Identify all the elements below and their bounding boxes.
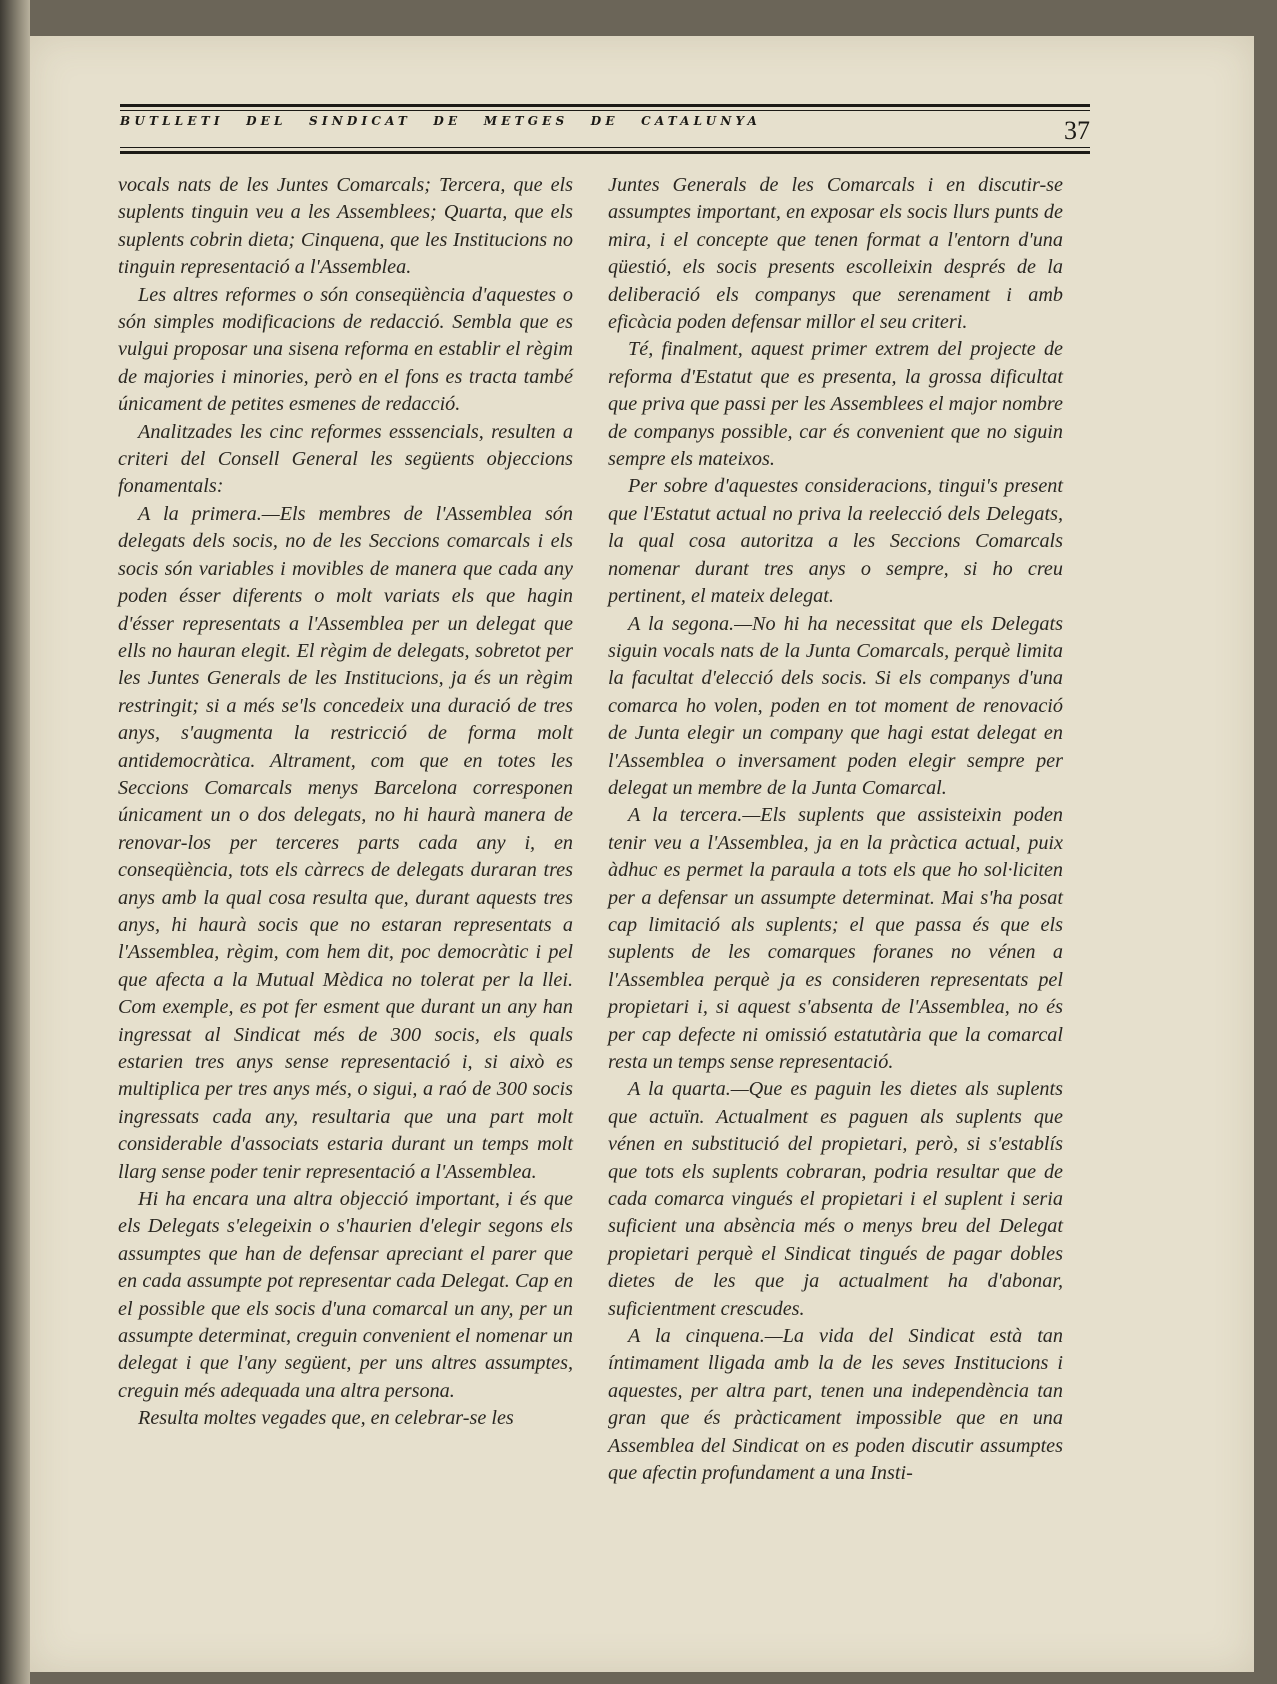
paragraph: A la cinquena.—La vida del Sindicat està tan íntimament lligada amb la de les seves Institucions i aquestes, per altra part, tenen una independència tan gran que és pràcticament impossible que en una Assemblea del Sindicat on es poden discutir assumptes que afectin profundament a una Insti-: [608, 1325, 1063, 1485]
paragraph: Juntes Generals de les Comarcals i en discutir-se assumptes important, en exposar els socis llurs punts de mira, i el concepte que tenen format a l'entorn d'una qüestió, els socis presents escolleixin després de la deliberació els companys que serenament i amb eficàcia poden defensar millor el seu criteri.: [608, 174, 1063, 334]
journal-title: BUTLLETI DEL SINDICAT DE METGES DE CATALUNYA: [120, 114, 761, 128]
paragraph: vocals nats de les Juntes Comarcals; Tercera, que els suplents tinguin veu a les Assemblees; Quarta, que els suplents cobrin dieta; Cinquena, que les Institucions no tinguin representació a l'Assemblea.: [118, 174, 573, 279]
page-number: 37: [1064, 116, 1090, 145]
paragraph: A la quarta.—Que es paguin les dietes als suplents que actuïn. Actualment es paguen als suplents que vénen en substitució del propietari, però, si s'establís que tots els suplents cobraran, podria resultar que de cada comarca vingués el propietari i el suplent i seria suficient una absència més o menys breu del Delegat propietari perquè el Sindicat tingués de pagar dobles dietes de les que ja actualment ha d'abonar, suficientment crescudes.: [608, 1078, 1063, 1320]
header-rule: [120, 110, 1090, 111]
paragraph: A la primera.—Els membres de l'Assemblea són delegats dels socis, no de les Seccions comarcals i els socis són variables i movibles de manera que cada any poden ésser diferents o molt variats els que hagin d'ésser representats a l'Assemblea per un delegat que ells no hauran elegit. El règim de delegats, sobretot per les Juntes Generals de les Institucions, ja és un règim restringit; si a més se'ls concedeix una duració de tres anys, s'augmenta la restricció de forma molt antidemocràtica. Altrament, com que en totes les Seccions Comarcals menys Barcelona corresponen únicament un o dos delegats, no hi haurà manera de renovar-los per terceres parts cada any i, en conseqüència, tots els càrrecs de delegats duraran tres anys amb la qual cosa resulta que, durant aquests tres anys, hi haurà socis que no estaran representats a l'Assemblea, règim, com hem dit, poc democràtic i pel que afecta a la Mutual Mèdica no tolerat per la llei. Com exemple, es pot fer esment que durant un any han ingressat al Sindicat més de 300 socis, els quals estarien tres anys sense representació i, si això es multiplica per tres anys més, o sigui, a raó de 300 socis ingressats cada any, resultaria que una part molt considerable d'associats estaria durant un temps molt llarg sense poder tenir representació a l'Assemblea.: [118, 502, 573, 1183]
paragraph: Hi ha encara una altra objecció important, i és que els Delegats s'elegeixin o s'haurien d'elegir segons els assumptes que han de defensar apreciant el parer que en cada assumpte pot representar cada Delegat. Cap en el possible que els socis d'una comarcal un any, per un assumpte determinat, creguin convenient el nomenar un delegat i que l'any següent, per uns altres assumptes, creguin més adequada una altra persona.: [118, 1188, 573, 1402]
paragraph: Analitzades les cinc reformes esssencials, resulten a criteri del Consell General les següents objeccions fonamentals:: [118, 420, 573, 498]
paragraph: A la tercera.—Els suplents que assisteixin poden tenir veu a l'Assemblea, ja en la pràctica actual, puix àdhuc es permet la paraula a tots els que ho sol·liciten per a defensar un assumpte determinat. Mai s'ha posat cap limitació als suplents; el que passa és que els suplents de les comarques foranes no vénen a l'Assemblea perquè ja es consideren representats pel propietari i, si aquest s'absenta de l'Assemblea, no és per cap defecte ni omissió estatutària que la comarcal resta un temps sense representació.: [608, 804, 1063, 1073]
book-binding-edge: [0, 0, 30, 1684]
header-rule: [120, 104, 1090, 107]
paragraph: Per sobre d'aquestes consideracions, tingui's present que l'Estatut actual no priva la reelecció dels Delegats, la qual cosa autoritza a les Seccions Comarcals nomenar durant tres anys o sempre, si ho creu pertinent, el mateix delegat.: [608, 475, 1063, 608]
paragraph: Resulta moltes vegades que, en celebrar-se les: [138, 1407, 514, 1430]
paragraph: A la segona.—No hi ha necessitat que els Delegats siguin vocals nats de la Junta Comarcals, perquè limita la facultat d'elecció dels socis. Si els companys d'una comarca ho volen, poden en tot moment de renovació de Junta elegir un company que hagi estat delegat en l'Assemblea o inversament poden elegir sempre per delegat un membre de la Junta Comarcal.: [608, 612, 1063, 799]
paragraph: Les altres reformes o són conseqüència d'aquestes o són simples modificacions de redacció. Sembla que es vulgui proposar una sisena reforma en establir el règim de majories i minories, però en el fons es tracta també únicament de petites esmenes de redacció.: [118, 283, 573, 416]
left-column: [118, 172, 573, 1433]
paragraph: Té, finalment, aquest primer extrem del projecte de reforma d'Estatut que es presenta, la grossa dificultat que priva que passi per les Assemblees el major nombre de companys possible, car és convenient que no siguin sempre els mateixos.: [608, 338, 1063, 471]
header-rule: [120, 151, 1090, 154]
right-column: [608, 172, 1063, 1488]
header-rule: [120, 147, 1090, 148]
page-header: [120, 104, 1090, 156]
